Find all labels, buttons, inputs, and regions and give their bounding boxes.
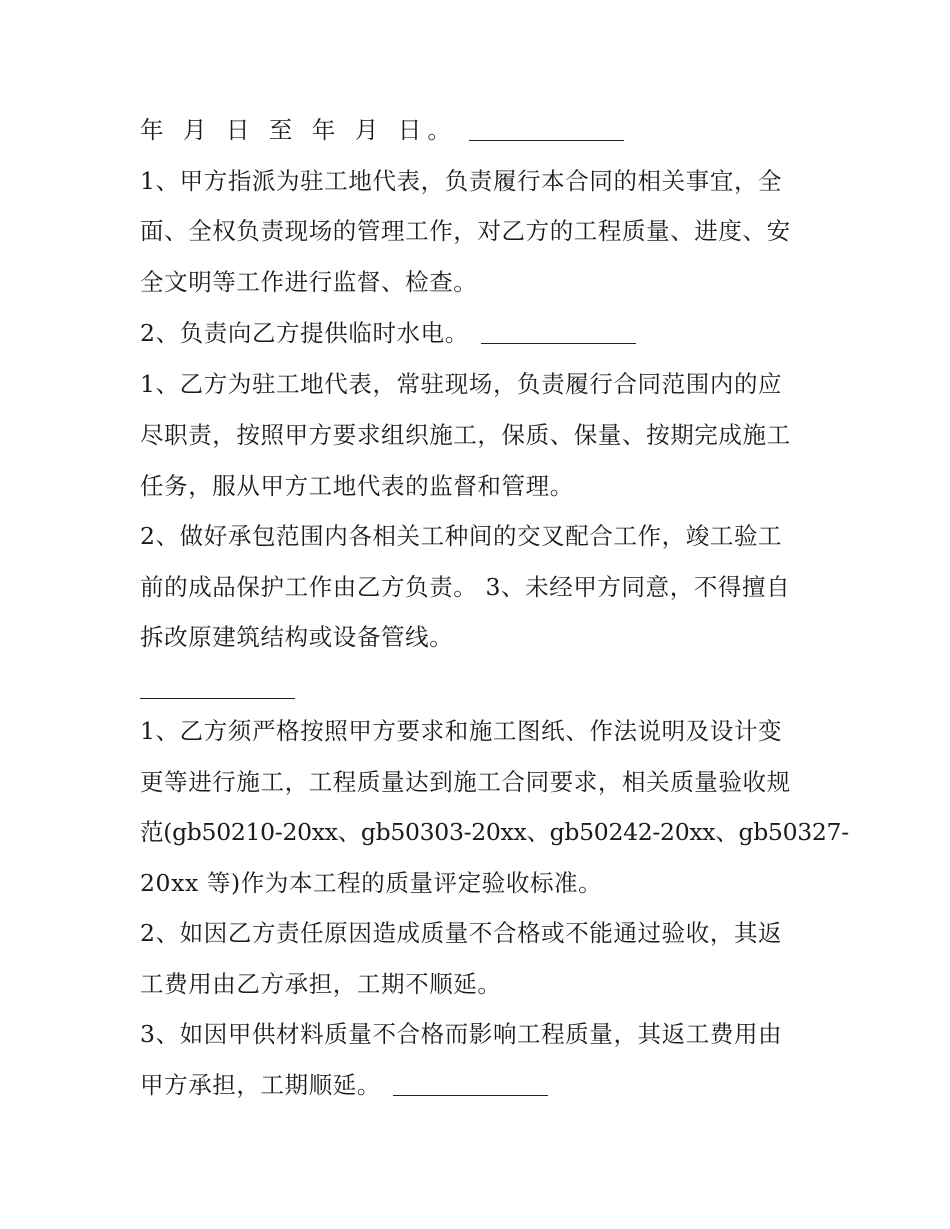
text-line: 1、甲方指派为驻工地代表，负责履行本合同的相关事宜，全 [140,167,783,195]
text-line: 2、做好承包范围内各相关工种间的交叉配合工作，竣工验工 [140,522,783,550]
text-line: 范(gb50210-20xx、gb50303-20xx、gb50242-20xx、gb50327- [140,818,849,846]
line-text: 甲方承担，工期顺延。 [140,1071,381,1099]
text-line [140,105,624,155]
text-line: 前的成品保护工作由乙方负责。 3、未经甲方同意，不得擅自 [140,573,791,601]
text-line: 1、乙方为驻工地代表，常驻现场，负责履行合同范围内的应 [140,370,783,398]
text-line: 2、如因乙方责任原因造成质量不合格或不能通过验收，其返 [140,919,783,947]
text-line: 工费用由乙方承担，工期不顺延。 [140,970,502,998]
text-line: 更等进行施工，工程质量达到施工合同要求，相关质量验收规 [140,768,791,796]
line-text: 年 月 日 至 年 月 日。 [140,116,457,144]
text-line: 尽职责，按照甲方要求组织施工，保质、保量、按期完成施工 [140,421,791,449]
fill-in-blank[interactable] [140,697,295,699]
fill-in-blank[interactable] [481,342,636,344]
fill-in-blank[interactable] [393,1094,548,1096]
text-line: 3、如因甲供材料质量不合格而影响工程质量，其返工费用由 [140,1020,783,1048]
fill-in-blank[interactable] [469,139,624,141]
text-line: 1、乙方须严格按照甲方要求和施工图纸、作法说明及设计变 [140,717,783,745]
text-line [140,1060,548,1110]
text-line: 面、全权负责现场的管理工作，对乙方的工程质量、进度、安 [140,217,791,245]
text-line [140,308,636,358]
line-text: 2、负责向乙方提供临时水电。 [140,319,469,347]
text-line: 拆改原建筑结构或设备管线。 [140,623,454,651]
text-line: 全文明等工作进行监督、检查。 [140,268,478,296]
text-line: 20xx 等)作为本工程的质量评定验收标准。 [140,869,603,897]
text-line: 任务，服从甲方工地代表的监督和管理。 [140,472,574,500]
